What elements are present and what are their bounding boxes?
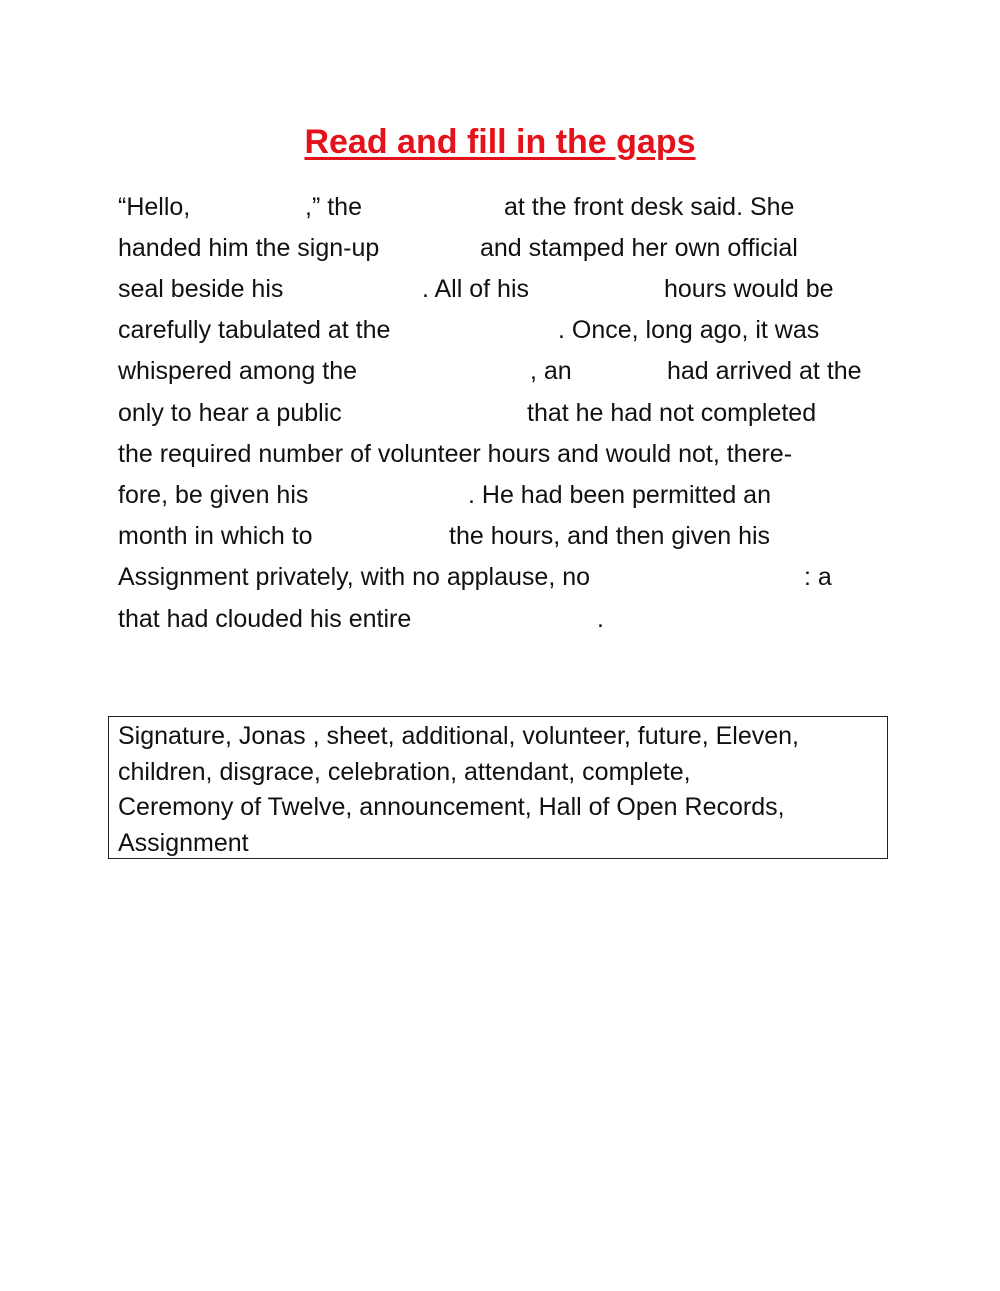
text-segment: . He had been permitted an bbox=[468, 481, 771, 509]
text-segment: handed him the sign-up bbox=[118, 234, 380, 262]
text-segment: whispered among the bbox=[118, 357, 358, 385]
text-segment: had arrived at the bbox=[667, 357, 862, 385]
text-segment: fore, be given his bbox=[118, 481, 309, 509]
text-segment: carefully tabulated at the bbox=[118, 316, 391, 344]
text-segment: at the front desk said. She bbox=[504, 193, 795, 221]
word-bank-line: Signature, Jonas , sheet, additional, volunteer, future, Eleven, bbox=[118, 722, 799, 750]
text-segment: ,” the bbox=[305, 193, 362, 221]
text-segment: month in which to bbox=[118, 522, 313, 550]
text-segment: seal beside his bbox=[118, 275, 284, 303]
page-title: Read and fill in the gaps bbox=[304, 123, 696, 161]
text-segment: : a bbox=[804, 563, 832, 591]
word-bank-line: Assignment bbox=[118, 829, 249, 857]
text-segment: only to hear a public bbox=[118, 399, 342, 427]
text-segment: . Once, long ago, it was bbox=[558, 316, 820, 344]
text-segment: . All of his bbox=[422, 275, 529, 303]
text-segment: that had clouded his entire bbox=[118, 605, 412, 633]
text-segment: that he had not completed bbox=[527, 399, 817, 427]
text-segment: . bbox=[597, 605, 604, 633]
word-bank-box bbox=[108, 716, 888, 859]
text-segment: the hours, and then given his bbox=[449, 522, 771, 550]
text-segment: Assignment privately, with no applause, no bbox=[118, 563, 591, 591]
text-segment: “Hello, bbox=[118, 193, 191, 221]
text-segment: and stamped her own official bbox=[480, 234, 798, 262]
text-segment: hours would be bbox=[664, 275, 834, 303]
text-segment: the required number of volunteer hours and would not, there- bbox=[118, 440, 793, 468]
text-segment: , an bbox=[530, 357, 572, 385]
word-bank-line: Ceremony of Twelve, announcement, Hall of Open Records, bbox=[118, 793, 785, 821]
word-bank-line: children, disgrace, celebration, attendant, complete, bbox=[118, 758, 691, 786]
